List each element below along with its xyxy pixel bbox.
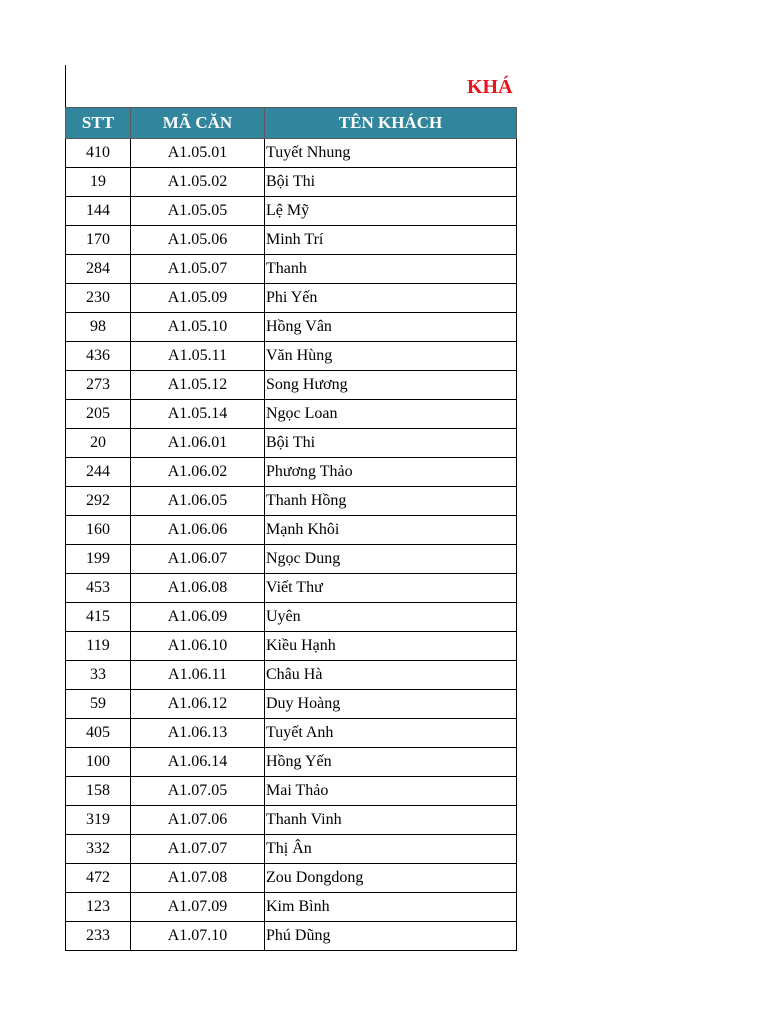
- header-ma-can[interactable]: MÃ CĂN: [131, 108, 265, 139]
- cell-stt[interactable]: 33: [66, 661, 131, 690]
- cell-stt[interactable]: 284: [66, 255, 131, 284]
- cell-stt[interactable]: 170: [66, 226, 131, 255]
- cell-stt[interactable]: 472: [66, 864, 131, 893]
- cell-ten-khach[interactable]: Mạnh Khôi: [265, 516, 517, 545]
- cell-stt[interactable]: 144: [66, 197, 131, 226]
- cell-ma-can[interactable]: A1.07.05: [131, 777, 265, 806]
- cell-ten-khach[interactable]: Viết Thư: [265, 574, 517, 603]
- cell-ten-khach[interactable]: Thị Ân: [265, 835, 517, 864]
- customer-table: [65, 107, 517, 951]
- table-row: [66, 922, 517, 951]
- table-row: [66, 632, 517, 661]
- table-row: [66, 777, 517, 806]
- table-row: [66, 487, 517, 516]
- cell-stt[interactable]: 453: [66, 574, 131, 603]
- cell-ma-can[interactable]: A1.06.07: [131, 545, 265, 574]
- cell-ten-khach[interactable]: Lệ Mỹ: [265, 197, 517, 226]
- header-row: [66, 108, 517, 139]
- table-row: [66, 719, 517, 748]
- cell-ten-khach[interactable]: Zou Dongdong: [265, 864, 517, 893]
- cell-ma-can[interactable]: A1.05.09: [131, 284, 265, 313]
- cell-stt[interactable]: 292: [66, 487, 131, 516]
- table-row: [66, 313, 517, 342]
- cell-ma-can[interactable]: A1.05.01: [131, 139, 265, 168]
- cell-ten-khach[interactable]: Kiều Hạnh: [265, 632, 517, 661]
- cell-ma-can[interactable]: A1.06.09: [131, 603, 265, 632]
- cell-ten-khach[interactable]: Tuyết Anh: [265, 719, 517, 748]
- cell-stt[interactable]: 244: [66, 458, 131, 487]
- cell-stt[interactable]: 100: [66, 748, 131, 777]
- cell-ma-can[interactable]: A1.06.12: [131, 690, 265, 719]
- table-row: [66, 574, 517, 603]
- cell-ma-can[interactable]: A1.06.02: [131, 458, 265, 487]
- cell-stt[interactable]: 199: [66, 545, 131, 574]
- cell-ten-khach[interactable]: Hồng Vân: [265, 313, 517, 342]
- header-ten-khach[interactable]: TÊN KHÁCH: [265, 108, 517, 139]
- cell-ma-can[interactable]: A1.07.07: [131, 835, 265, 864]
- cell-ma-can[interactable]: A1.07.10: [131, 922, 265, 951]
- table-row: [66, 545, 517, 574]
- cell-ma-can[interactable]: A1.05.14: [131, 400, 265, 429]
- cell-ten-khach[interactable]: Bội Thi: [265, 429, 517, 458]
- cell-stt[interactable]: 332: [66, 835, 131, 864]
- cell-ma-can[interactable]: A1.05.10: [131, 313, 265, 342]
- cell-ma-can[interactable]: A1.05.02: [131, 168, 265, 197]
- cell-ma-can[interactable]: A1.07.06: [131, 806, 265, 835]
- table-row: [66, 255, 517, 284]
- cell-ma-can[interactable]: A1.05.07: [131, 255, 265, 284]
- table-row: [66, 835, 517, 864]
- cell-ten-khach[interactable]: Uyên: [265, 603, 517, 632]
- table-row: [66, 168, 517, 197]
- cell-ma-can[interactable]: A1.06.13: [131, 719, 265, 748]
- cell-ma-can[interactable]: A1.05.05: [131, 197, 265, 226]
- cell-ma-can[interactable]: A1.05.12: [131, 371, 265, 400]
- cell-stt[interactable]: 123: [66, 893, 131, 922]
- cell-ten-khach[interactable]: Phú Dũng: [265, 922, 517, 951]
- cell-ma-can[interactable]: A1.07.09: [131, 893, 265, 922]
- table-row: [66, 342, 517, 371]
- table-row: [66, 284, 517, 313]
- cell-stt[interactable]: 20: [66, 429, 131, 458]
- cell-ten-khach[interactable]: Minh Trí: [265, 226, 517, 255]
- table-row: [66, 748, 517, 777]
- table-row: [66, 893, 517, 922]
- cell-ten-khach[interactable]: Kim Bình: [265, 893, 517, 922]
- table-row: [66, 400, 517, 429]
- table-row: [66, 806, 517, 835]
- table-row: [66, 429, 517, 458]
- table-row: [66, 603, 517, 632]
- table-row: [66, 458, 517, 487]
- cell-ten-khach[interactable]: Phi Yến: [265, 284, 517, 313]
- cell-ten-khach[interactable]: Mai Thảo: [265, 777, 517, 806]
- cell-ten-khach[interactable]: Thanh: [265, 255, 517, 284]
- table-row: [66, 226, 517, 255]
- cell-stt[interactable]: 19: [66, 168, 131, 197]
- cell-ma-can[interactable]: A1.06.08: [131, 574, 265, 603]
- cell-ma-can[interactable]: A1.05.06: [131, 226, 265, 255]
- cell-ma-can[interactable]: A1.06.05: [131, 487, 265, 516]
- cell-stt[interactable]: 319: [66, 806, 131, 835]
- table-row: [66, 197, 517, 226]
- cell-stt[interactable]: 158: [66, 777, 131, 806]
- cell-ten-khach[interactable]: Duy Hoàng: [265, 690, 517, 719]
- cell-ma-can[interactable]: A1.06.14: [131, 748, 265, 777]
- cell-ma-can[interactable]: A1.06.11: [131, 661, 265, 690]
- table-row: [66, 864, 517, 893]
- cell-ma-can[interactable]: A1.06.06: [131, 516, 265, 545]
- cell-ten-khach[interactable]: Ngọc Dung: [265, 545, 517, 574]
- cell-ten-khach[interactable]: Tuyết Nhung: [265, 139, 517, 168]
- table-row: [66, 661, 517, 690]
- cell-stt[interactable]: 160: [66, 516, 131, 545]
- table-row: [66, 371, 517, 400]
- cell-ten-khach[interactable]: Song Hương: [265, 371, 517, 400]
- cell-ma-can[interactable]: A1.06.01: [131, 429, 265, 458]
- cell-stt[interactable]: 119: [66, 632, 131, 661]
- cell-ten-khach[interactable]: Bội Thi: [265, 168, 517, 197]
- table-row: [66, 139, 517, 168]
- cell-ten-khach[interactable]: Văn Hùng: [265, 342, 517, 371]
- cell-ten-khach[interactable]: Phương Thảo: [265, 458, 517, 487]
- cell-ma-can[interactable]: A1.07.08: [131, 864, 265, 893]
- header-stt[interactable]: STT: [66, 108, 131, 139]
- table-row: [66, 516, 517, 545]
- cell-stt[interactable]: 230: [66, 284, 131, 313]
- cell-stt[interactable]: 233: [66, 922, 131, 951]
- cell-ten-khach[interactable]: Hồng Yến: [265, 748, 517, 777]
- cell-stt[interactable]: 59: [66, 690, 131, 719]
- sheet-title: KHÁ: [467, 76, 513, 98]
- cell-stt[interactable]: 205: [66, 400, 131, 429]
- cell-ma-can[interactable]: A1.06.10: [131, 632, 265, 661]
- sheet-left-border: [65, 65, 66, 108]
- cell-stt[interactable]: 98: [66, 313, 131, 342]
- cell-stt[interactable]: 273: [66, 371, 131, 400]
- cell-stt[interactable]: 405: [66, 719, 131, 748]
- cell-ten-khach[interactable]: Thanh Hồng: [265, 487, 517, 516]
- cell-ma-can[interactable]: A1.05.11: [131, 342, 265, 371]
- cell-stt[interactable]: 415: [66, 603, 131, 632]
- cell-stt[interactable]: 410: [66, 139, 131, 168]
- cell-stt[interactable]: 436: [66, 342, 131, 371]
- cell-ten-khach[interactable]: Thanh Vinh: [265, 806, 517, 835]
- cell-ten-khach[interactable]: Châu Hà: [265, 661, 517, 690]
- cell-ten-khach[interactable]: Ngọc Loan: [265, 400, 517, 429]
- table-row: [66, 690, 517, 719]
